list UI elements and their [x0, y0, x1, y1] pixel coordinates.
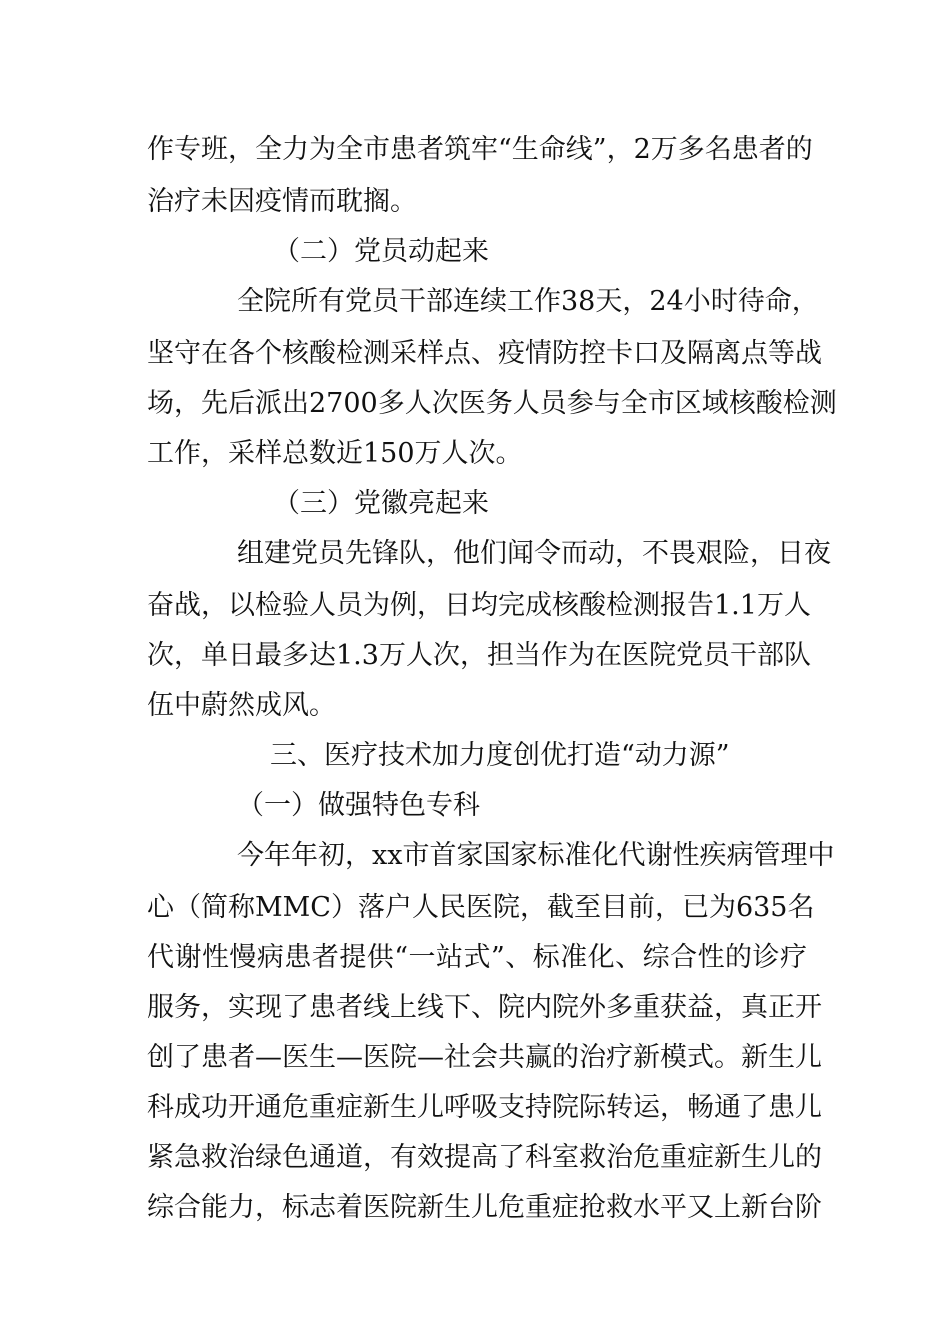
paragraph-line: 服务，实现了患者线上线下、院内院外多重获益，真正开 — [147, 992, 822, 1023]
paragraph-line: 场，先后派出2700多人次医务人员参与全市区域核酸检测 — [147, 388, 837, 419]
paragraph-line: 次，单日最多达1.3万人次，担当作为在医院党员干部队 — [147, 640, 811, 671]
paragraph-line: 组建党员先锋队，他们闻令而动，不畏艰险，日夜 — [237, 538, 831, 569]
chapter-heading: 三、医疗技术加力度创优打造“动力源” — [270, 740, 730, 771]
paragraph-line: 坚守在各个核酸检测采样点、疫情防控卡口及隔离点等战 — [147, 338, 822, 369]
paragraph-line: 科成功开通危重症新生儿呼吸支持院际转运，畅通了患儿 — [147, 1092, 822, 1123]
paragraph-line: 工作，采样总数近150万人次。 — [147, 438, 523, 469]
paragraph-line: 紧急救治绿色通道，有效提高了科室救治危重症新生儿的 — [147, 1142, 822, 1173]
paragraph-line: 心（简称MMC）落户人民医院，截至目前，已为635名 — [147, 892, 815, 923]
paragraph-line: 今年年初，xx市首家国家标准化代谢性疾病管理中 — [237, 840, 835, 871]
paragraph-line: 创了患者—医生—医院—社会共赢的治疗新模式。新生儿 — [147, 1042, 822, 1073]
section-heading: （三）党徽亮起来 — [273, 488, 489, 519]
section-heading: （一）做强特色专科 — [237, 790, 480, 821]
paragraph-line: 奋战，以检验人员为例，日均完成核酸检测报告1.1万人 — [147, 590, 811, 621]
paragraph-line: 代谢性慢病患者提供“一站式”、标准化、综合性的诊疗 — [147, 942, 807, 973]
paragraph-line: 综合能力，标志着医院新生儿危重症抢救水平又上新台阶 — [147, 1192, 822, 1223]
paragraph-line: 全院所有党员干部连续工作38天，24小时待命， — [237, 286, 819, 317]
paragraph-line: 作专班，全力为全市患者筑牢“生命线”，2万多名患者的 — [147, 134, 813, 165]
section-heading: （二）党员动起来 — [273, 236, 489, 267]
paragraph-line: 伍中蔚然成风。 — [147, 690, 336, 721]
paragraph-line: 治疗未因疫情而耽搁。 — [147, 186, 417, 217]
